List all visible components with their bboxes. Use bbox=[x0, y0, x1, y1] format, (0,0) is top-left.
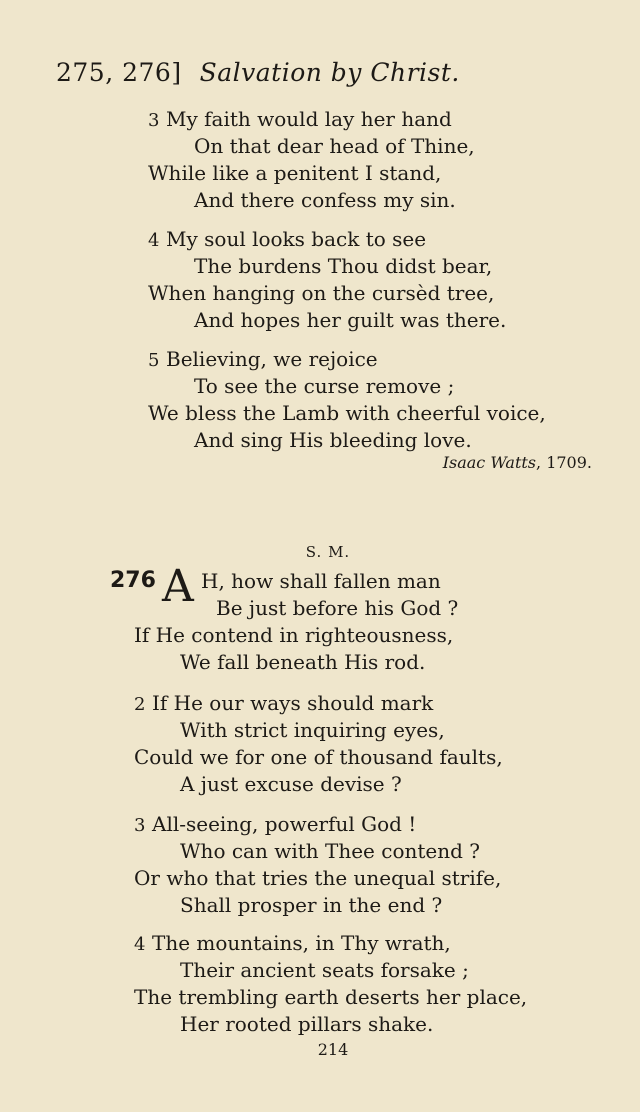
verse-line: Their ancient seats forsake ; bbox=[180, 958, 469, 982]
verse-line: When hanging on the cursèd tree, bbox=[148, 281, 495, 305]
verse-line: 3 My faith would lay her hand bbox=[148, 106, 475, 133]
verse-line: On that dear head of Thine, bbox=[194, 134, 475, 158]
verse-line: And hopes her guilt was there. bbox=[194, 308, 507, 332]
header-hymn-numbers: 275, 276] bbox=[56, 58, 182, 87]
running-header bbox=[56, 58, 460, 87]
verse-line: If He contend in righteousness, bbox=[134, 623, 454, 647]
verse-line: We fall beneath His rod. bbox=[180, 650, 426, 674]
meter-label: S. M. bbox=[305, 543, 351, 561]
hymn-number: 276 bbox=[110, 568, 156, 593]
verse-275-4 bbox=[148, 226, 506, 334]
attribution-year: , 1709. bbox=[536, 453, 592, 472]
verse-line: Or who that tries the unequal strife, bbox=[134, 866, 502, 890]
verse-276-4 bbox=[134, 930, 527, 1038]
verse-line: To see the curse remove ; bbox=[194, 374, 455, 398]
verse-line: 5 Believing, we rejoice bbox=[148, 346, 546, 373]
verse-line: And there confess my sin. bbox=[194, 188, 456, 212]
verse-line: 3 All-seeing, powerful God ! bbox=[134, 811, 501, 838]
verse-number: 4 bbox=[134, 934, 146, 955]
author-name: Isaac Watts bbox=[442, 453, 537, 472]
verse-line: We bless the Lamb with cheerful voice, bbox=[148, 401, 546, 425]
verse-line: 4 The mountains, in Thy wrath, bbox=[134, 930, 527, 957]
verse-line: And sing His bleeding love. bbox=[194, 428, 472, 452]
verse-line: 2 If He our ways should mark bbox=[134, 690, 503, 717]
verse-line: With strict inquiring eyes, bbox=[180, 718, 445, 742]
verse-line: While like a penitent I stand, bbox=[148, 161, 442, 185]
verse-line: The burdens Thou didst bear, bbox=[194, 254, 493, 278]
verse-line: Her rooted pillars shake. bbox=[180, 1012, 434, 1036]
verse-line: H, how shall fallen man bbox=[201, 569, 441, 593]
verse-275-3 bbox=[148, 106, 475, 214]
verse-275-5 bbox=[148, 346, 546, 454]
verse-number: 4 bbox=[148, 230, 160, 251]
verse-line: Who can with Thee contend ? bbox=[180, 839, 480, 863]
verse-276-2 bbox=[134, 690, 503, 798]
verse-number: 3 bbox=[134, 815, 146, 836]
verse-276-1 bbox=[134, 568, 458, 676]
drop-cap: A bbox=[162, 561, 194, 612]
verse-276-3 bbox=[134, 811, 501, 919]
verse-line: The trembling earth deserts her place, bbox=[134, 985, 528, 1009]
header-title: Salvation by Christ. bbox=[199, 58, 460, 87]
verse-line: 4 My soul looks back to see bbox=[148, 226, 506, 253]
verse-line: Could we for one of thousand faults, bbox=[134, 745, 503, 769]
verse-line: Be just before his God ? bbox=[216, 596, 459, 620]
verse-number: 2 bbox=[134, 694, 146, 715]
verse-line: A just excuse devise ? bbox=[180, 772, 402, 796]
verse-line: Shall prosper in the end ? bbox=[180, 893, 443, 917]
verse-number: 5 bbox=[148, 350, 160, 371]
attribution bbox=[443, 453, 592, 472]
verse-number: 3 bbox=[148, 110, 160, 131]
page-number: 214 bbox=[317, 1040, 349, 1059]
